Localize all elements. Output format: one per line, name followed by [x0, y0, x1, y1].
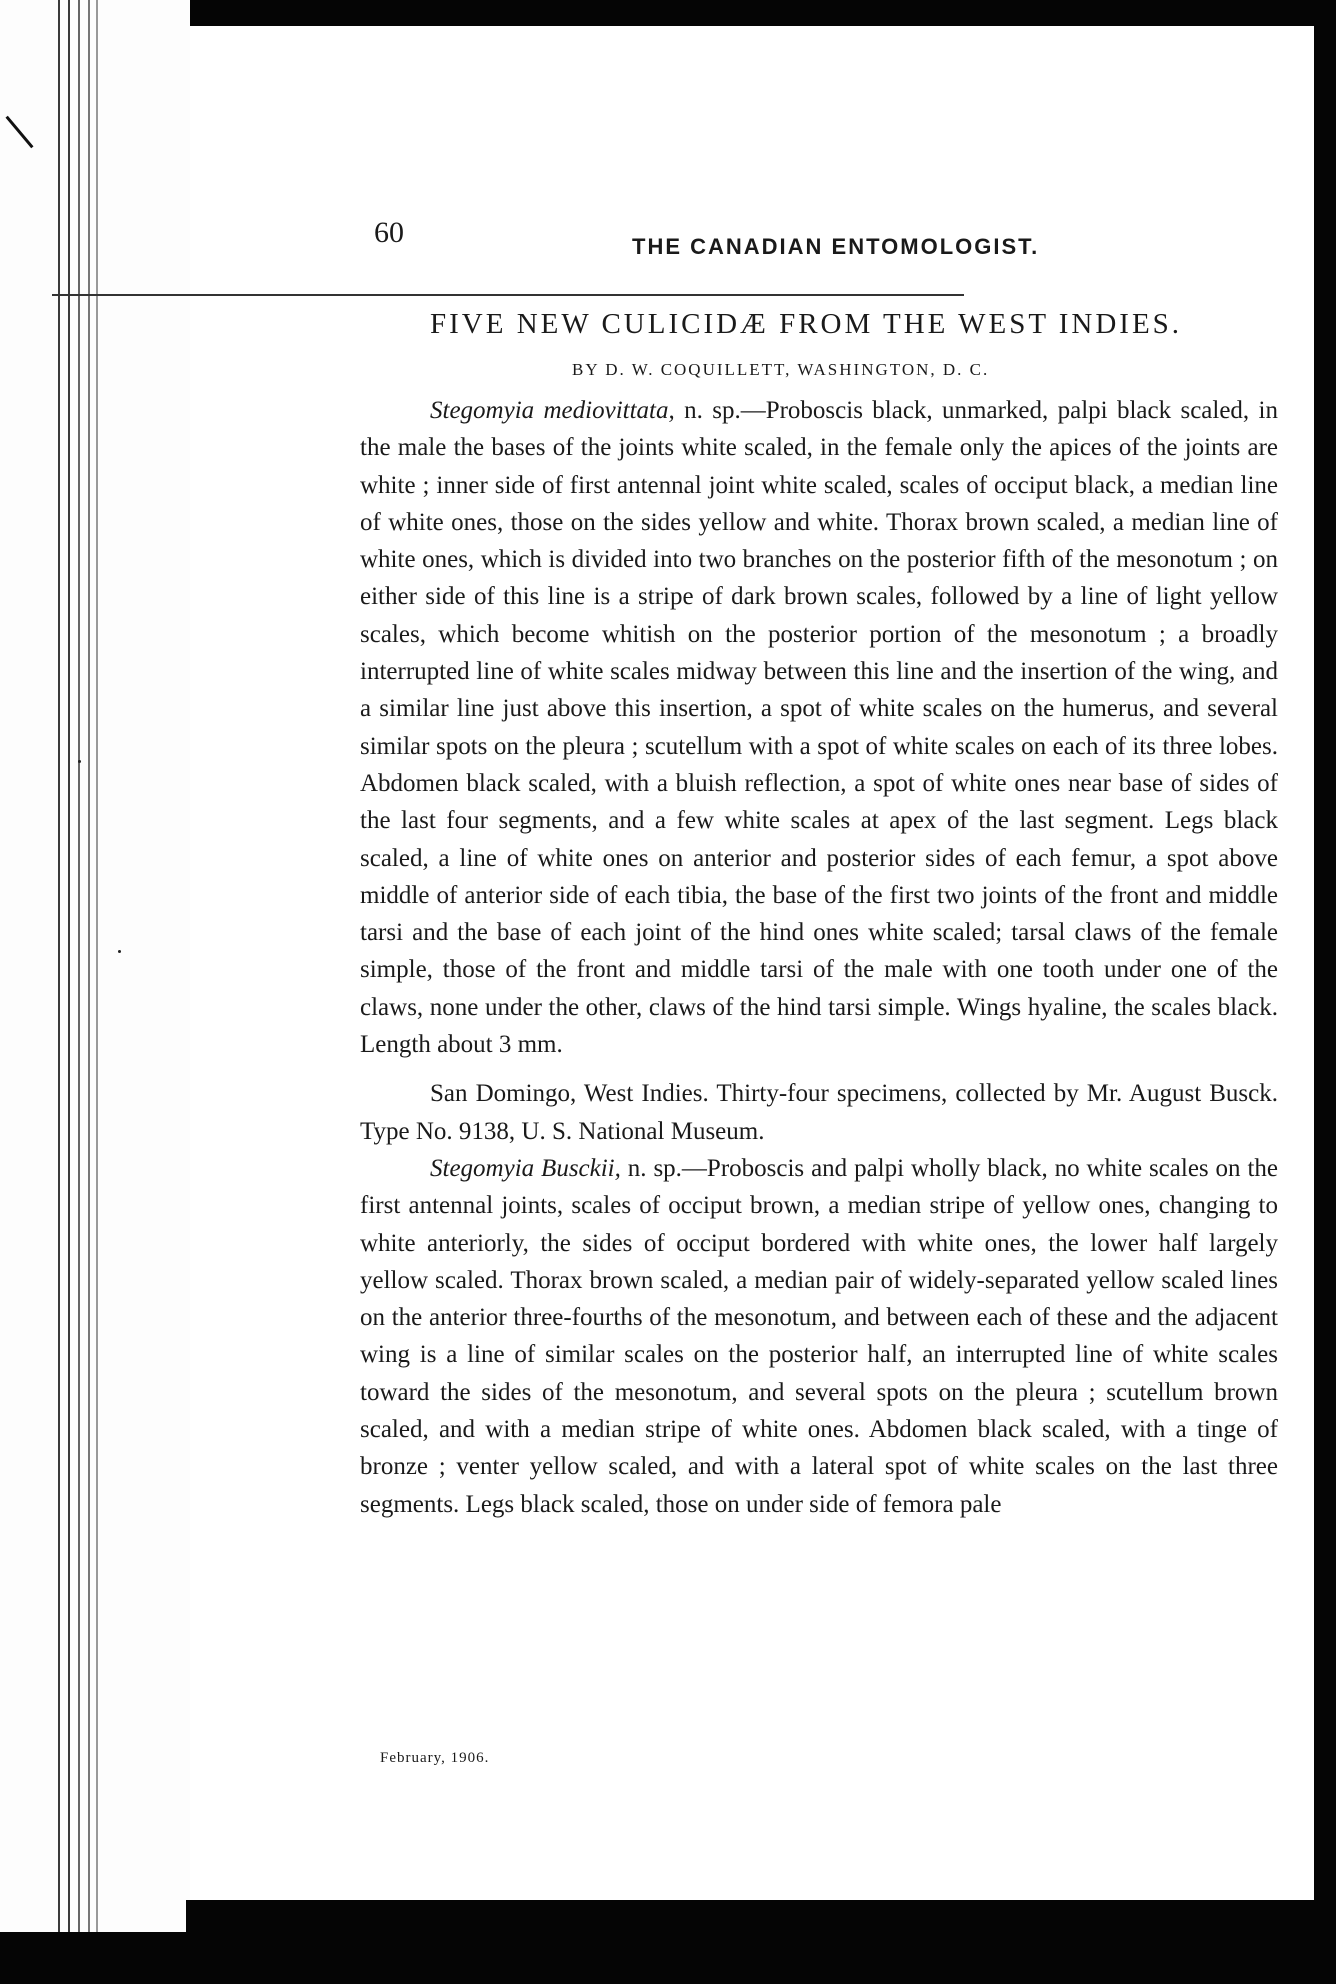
paragraph-text: n. sp.—Proboscis and palpi wholly black, no white scales on the first antennal joints, scales of occiput brown, a median stripe of yellow ones, changing to white anteriorly, the sides of occiput bordered with white ones, the lower half largely yellow scaled. Thorax brown scaled, a median pair of widely-separated yellow scaled lines on the anterior three-fourths of the mesonotum, and between each of these and the adjacent wing is a line of similar scales on the posterior half, an interrupted line of white scales toward the sides of the mesonotum, and several spots on the pleura ; scutellum brown scaled, and with a median stripe of white ones. Abdomen black scaled, with a tinge of bronze ; venter yellow scaled, and with a lateral spot of white scales on the last three segments. Legs black scaled, those on under side of femora pale [360, 1154, 1278, 1518]
page-stack-edge [0, 0, 190, 1984]
page-edge-line [58, 0, 60, 1984]
scan-border-bottom [0, 1932, 1336, 1984]
page-edge-line [96, 0, 98, 1984]
paragraph-stegomyia-busckii [360, 1150, 1278, 1523]
paragraph-stegomyia-mediovittata [360, 392, 1278, 1063]
page-number: 60 [374, 216, 404, 249]
paragraph-locality: San Domingo, West Indies. Thirty-four specimens, collected by Mr. August Busck. Type No. 9138, U. S. National Museum. [360, 1080, 1278, 1145]
journal-title: THE CANADIAN ENTOMOLOGIST. [632, 234, 1040, 259]
header-rule [52, 294, 964, 296]
page-edge-line [78, 0, 80, 1984]
species-name: Stegomyia mediovittata, [430, 397, 675, 424]
species-name: Stegomyia Busckii, [430, 1154, 621, 1182]
scan-speck [78, 760, 81, 763]
issue-date: February, 1906. [380, 1750, 490, 1766]
scan-border-top [0, 0, 1336, 26]
scan-scratch [5, 116, 33, 149]
article-byline: BY D. W. COQUILLETT, WASHINGTON, D. C. [572, 360, 990, 379]
article-title: FIVE NEW CULICIDÆ FROM THE WEST INDIES. [430, 308, 1183, 340]
paragraph-text: n. sp.—Proboscis black, unmarked, palpi black scaled, in the male the bases of the joints white scaled, in the female only the apices of the joints are white ; inner side of first antennal joint white scaled, scales of occiput black, a median line of white ones, those on the sides yellow and white. Thorax brown scaled, a median line of white ones, which is divided into two branches on the posterior fifth of the mesonotum ; on either side of this line is a stripe of dark brown scales, followed by a line of light yellow scales, which become whitish on the posterior portion of the mesonotum ; a broadly interrupted line of white scales midway between this line and the insertion of the wing, and a similar line just above this insertion, a spot of white scales on the humerus, and several similar spots on the pleura ; scutellum with a spot of white scales on each of its three lobes. Abdomen black scaled, with a bluish reflection, a spot of white ones near base of sides of the last four segments, and a few white scales at apex of the last segment. Legs black scaled, a line of white ones on anterior and posterior sides of each femur, a spot above middle of anterior side of each tibia, the base of the first two joints of the front and middle tarsi and the base of each joint of the hind ones white scaled; tarsal claws of the female simple, those of the front and middle tarsi of the male with one tooth under one of the claws, none under the other, claws of the hind tarsi simple. Wings hyaline, the scales black. Length about 3 mm. [360, 397, 1278, 1059]
scan-border-right [1314, 0, 1336, 1984]
page-edge-line [68, 0, 70, 1984]
article-body [360, 392, 1278, 1523]
page-edge-line [88, 0, 90, 1984]
scan-speck [118, 950, 121, 953]
